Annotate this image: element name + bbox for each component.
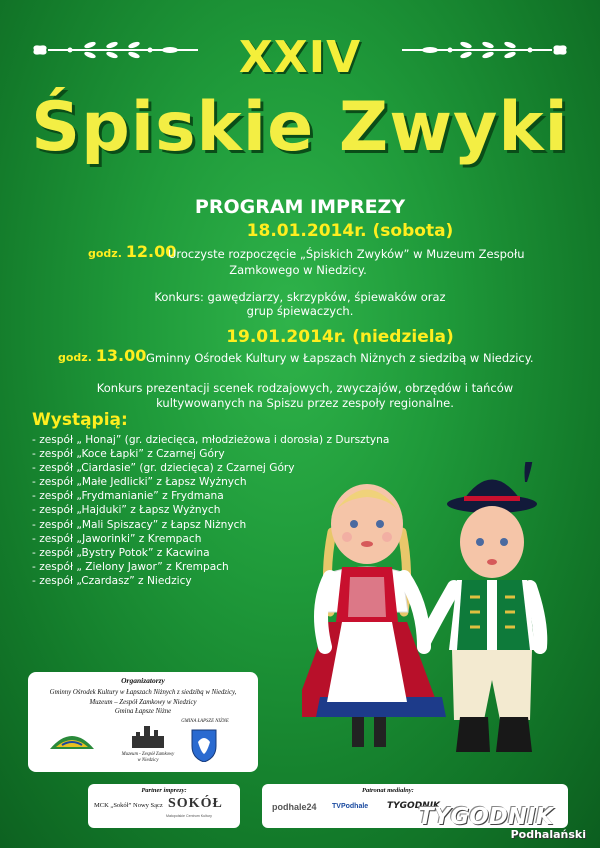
partner-name: MCK „Sokół” Nowy Sącz (94, 802, 163, 809)
list-item: - zespół „Koce Łapki” z Czarnej Góry (32, 448, 225, 461)
day1-time (88, 242, 176, 261)
folk-dolls-illustration (302, 462, 587, 762)
list-item: - zespół „Frydmanianie” z Frydmana (32, 490, 224, 503)
organizers-box (28, 672, 258, 772)
list-item: - zespół „Hajduki” z Łapsz Wyżnych (32, 504, 221, 517)
tygodnik-small-logo: TYGODNIK (387, 801, 441, 811)
castle-museum-logo-icon (128, 722, 168, 750)
organizer-line: Gmina Łapsze Niżne (114, 708, 172, 715)
list-item: - zespół „ Zielony Jawor” z Krempach (32, 560, 229, 573)
day2-date: 19.01.2014r. (niedziela) (226, 327, 454, 347)
list-item: - zespół „Ciardasie” (gr. dziecięca) z Czarnej Góry (32, 462, 295, 475)
day2-contest-line1: Konkurs prezentacji scenek rodzajowych, zwyczajów, obrzędów i tańców (96, 381, 514, 395)
watermark-sub: Podhalański (510, 828, 586, 841)
podhale24-logo: podhale24 (272, 802, 317, 812)
gmina-logo-label: GMINA ŁAPSZE NIŻNE (181, 719, 229, 724)
girl-doll-icon (302, 484, 446, 747)
poster-title: Śpiskie Zwyki (31, 88, 569, 167)
day1-time-value: 12.00 (125, 242, 177, 261)
day1-contest-line1: Konkurs: gawędziarzy, skrzypków, śpiewaków oraz (154, 290, 446, 304)
watermark-main: TYGODNIK (418, 804, 554, 830)
edition-number: XXIV (238, 32, 362, 83)
organizers-list (28, 688, 258, 717)
partner-title: Partner imprezy: (141, 787, 187, 794)
day1-contest-line2: grup śpiewaczych. (246, 304, 354, 318)
program-heading: PROGRAM IMPREZY (194, 196, 406, 218)
day2-time (58, 346, 146, 365)
gok-logo-icon (48, 727, 96, 753)
organizer-line: Gminny Ośrodek Kultury w Łapszach Niżnych z siedzibą w Niedzicy, (49, 689, 237, 696)
day1-date: 18.01.2014r. (sobota) (246, 221, 454, 241)
list-item: - zespół „Małe Jedlicki” z Łapsz Wyżnych (32, 476, 247, 489)
tvpodhale-logo: TVPodhale (332, 803, 369, 810)
logo-label-line: Muzeum - Zespół Zamkowy (121, 752, 175, 757)
day1-event-line2: Zamkowego w Niedzicy. (229, 263, 367, 277)
day1-event-line1: Uroczyste rozpoczęcie „Śpiskich Zwyków” w Muzeum Zespołu (168, 247, 525, 261)
castle-museum-logo-label (116, 752, 180, 763)
sokol-logo: SOKÓŁ (168, 796, 223, 811)
tygodnik-watermark (418, 804, 590, 844)
performers-heading: Wystąpią: (32, 410, 128, 430)
list-item: - zespół „ Honaj” (gr. dziecięca, młodzieżowa i dorosła) z Dursztyna (32, 434, 390, 446)
list-item: - zespół „Bystry Potok” z Kacwina (32, 546, 210, 559)
list-item: - zespół „Mali Spiszacy” z Łapsz Niżnych (32, 518, 247, 531)
day2-event-line1: Gminny Ośrodek Kultury w Łapszach Niżnych z siedzibą w Niedzicy. (146, 351, 534, 365)
day2-time-prefix: godz. (58, 351, 92, 364)
logo-label-line: w Niedzicy (137, 757, 159, 763)
day2-contest-line2: kultywowanych na Spiszu przez zespoły regionalne. (156, 396, 454, 410)
sokol-logo-sub: Małopolskie Centrum Kultury (166, 814, 212, 818)
organizer-line: Muzeum – Zespół Zamkowy w Niedzicy (89, 698, 197, 706)
day1-time-prefix: godz. (88, 247, 122, 260)
partner-box (88, 784, 240, 828)
list-item: - zespół „Czardasz” z Niedzicy (32, 574, 192, 587)
list-item: - zespół „Jaworinki” z Krempach (32, 532, 202, 545)
coat-of-arms-icon (190, 728, 218, 762)
day2-time-value: 13.00 (95, 346, 147, 365)
organizers-title: Organizatorzy (121, 676, 165, 685)
media-patrons-title: Patronat medialny: (362, 787, 414, 794)
